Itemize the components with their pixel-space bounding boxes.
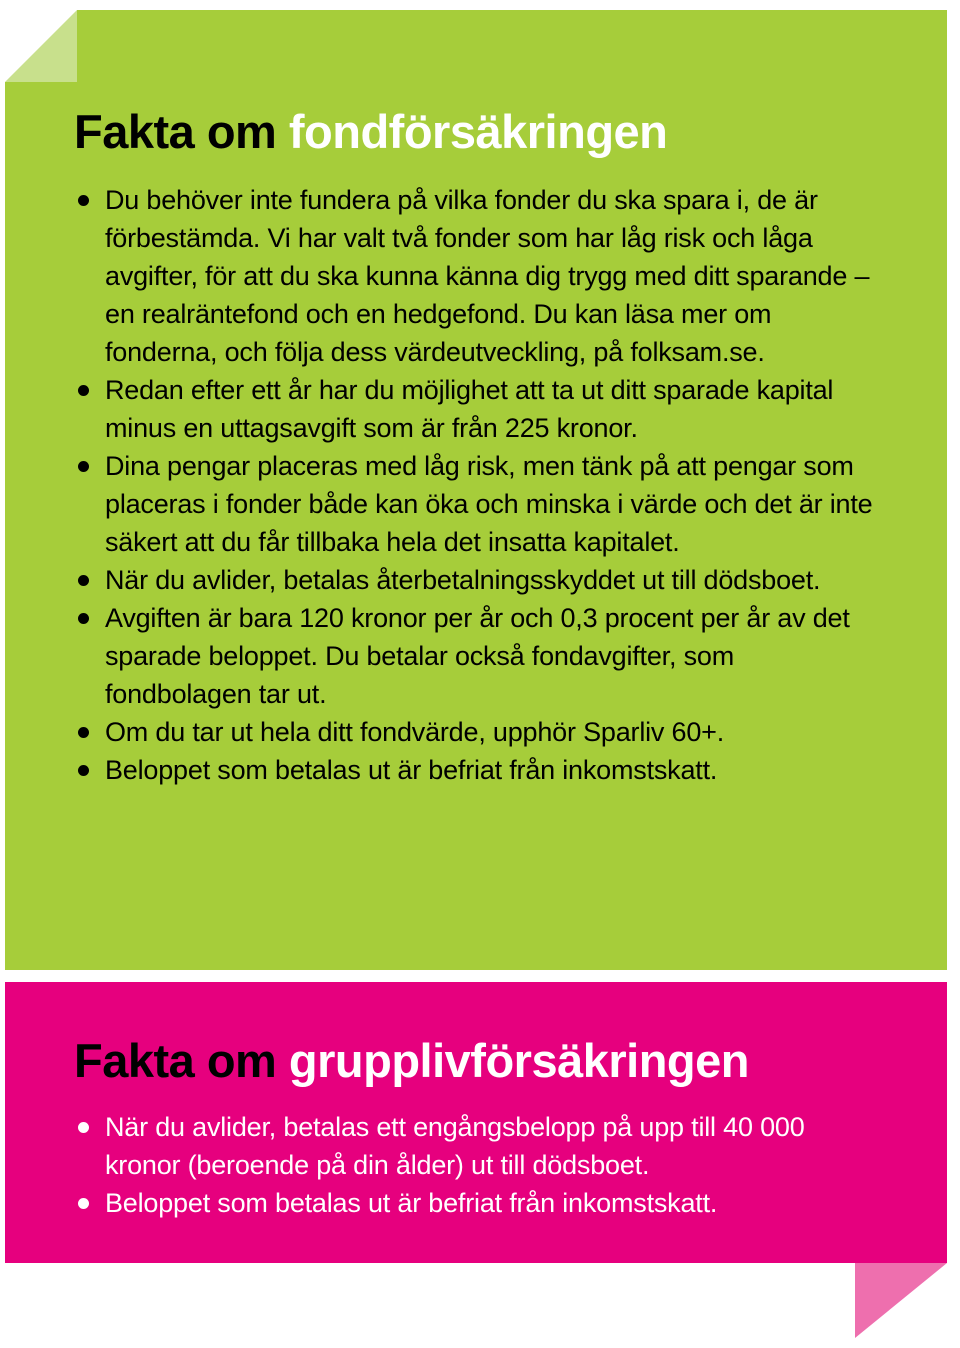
list-item-text: Du behöver inte fundera på vilka fonder du ska spara i, de är förbestämda. Vi har valt två fonder som har låg risk och låga avgifter, för att du ska kunna känna dig trygg med ditt sparande – en realräntefond och en hedgefond. Du kan läsa mer om fonderna, och följa dess värdeutveckling, på folksam.se. — [105, 185, 870, 367]
list-item-text: Avgiften är bara 120 kronor per år och 0,3 procent per år av det sparade beloppet. Du betalar också fondavgifter, som fondbolagen tar ut. — [105, 603, 850, 709]
heading-prefix: Fakta om — [74, 105, 277, 158]
heading-accent: grupplivförsäkringen — [288, 1034, 749, 1087]
list-item — [74, 447, 874, 561]
list-item-text: Beloppet som betalas ut är befriat från inkomstskatt. — [105, 1188, 718, 1218]
group-life-facts-list — [74, 1108, 874, 1222]
list-item — [74, 181, 874, 371]
bullet-icon — [78, 613, 89, 624]
list-item-text: Redan efter ett år har du möjlighet att ta ut ditt sparade kapital minus en uttagsavgift som är från 225 kronor. — [105, 375, 834, 443]
group-life-facts-heading — [74, 1034, 749, 1087]
list-item-text: Beloppet som betalas ut är befriat från inkomstskatt. — [105, 755, 718, 785]
list-item — [74, 599, 874, 713]
list-item-text: När du avlider, betalas återbetalningsskyddet ut till dödsboet. — [105, 565, 821, 595]
bullet-icon — [78, 1122, 89, 1133]
bullet-icon — [78, 385, 89, 396]
fold-flap — [855, 1263, 947, 1338]
bullet-icon — [78, 195, 89, 206]
bullet-icon — [78, 575, 89, 586]
fund-facts-heading — [74, 105, 668, 158]
heading-accent: fondförsäkringen — [288, 105, 668, 158]
list-item — [74, 561, 874, 599]
list-item-text: När du avlider, betalas ett engångsbelopp på upp till 40 000 kronor (beroende på din ålder) ut till dödsboet. — [105, 1112, 805, 1180]
bullet-icon — [78, 1198, 89, 1209]
page-fold-corner-bottom-right — [855, 1263, 947, 1338]
bullet-icon — [78, 765, 89, 776]
list-item — [74, 713, 874, 751]
list-item — [74, 751, 874, 789]
bullet-icon — [78, 461, 89, 472]
list-item — [74, 371, 874, 447]
page-fold-corner-top-left — [5, 10, 77, 82]
heading-prefix: Fakta om — [74, 1034, 277, 1087]
list-item — [74, 1108, 874, 1184]
list-item-text: Om du tar ut hela ditt fondvärde, upphör Sparliv 60+. — [105, 717, 725, 747]
list-item — [74, 1184, 874, 1222]
bullet-icon — [78, 727, 89, 738]
fund-facts-list — [74, 181, 874, 789]
list-item-text: Dina pengar placeras med låg risk, men tänk på att pengar som placeras i fonder både kan öka och minska i värde och det är inte säkert att du får tillbaka hela det insatta kapitalet. — [105, 451, 873, 557]
